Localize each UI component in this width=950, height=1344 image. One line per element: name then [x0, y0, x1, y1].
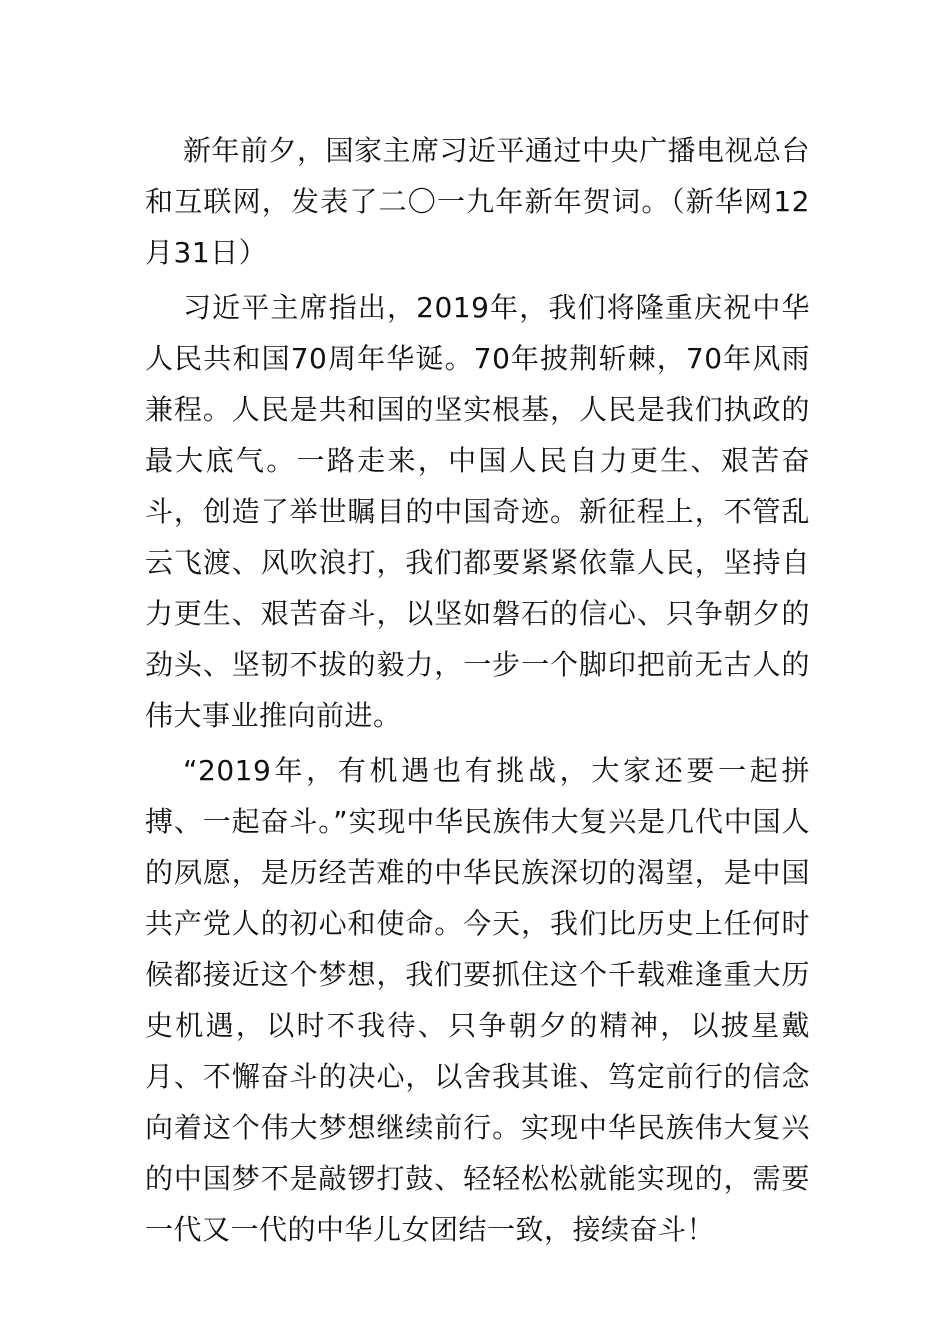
article-body: [145, 125, 810, 1259]
paragraph-2: 习近平主席指出，2019年，我们将隆重庆祝中华人民共和国70周年华诞。70年披荆斩棘，70年风雨兼程。人民是共和国的坚实根基，人民是我们执政的最大底气。一路走来，中国人民自力更生、艰苦奋斗，创造了举世瞩目的中国奇迹。新征程上，不管乱云飞渡、风吹浪打，我们都要紧紧依靠人民，坚持自力更生、艰苦奋斗，以坚如磐石的信心、只争朝夕的劲头、坚韧不拔的毅力，一步一个脚印把前无古人的伟大事业推向前进。: [145, 291, 810, 732]
paragraph-1: 新年前夕，国家主席习近平通过中央广播电视总台和互联网，发表了二〇一九年新年贺词。（新华网12月31日）: [145, 134, 811, 269]
paragraph-3: “2019年，有机遇也有挑战，大家还要一起拼搏、一起奋斗。”实现中华民族伟大复兴是几代中国人的夙愿，是历经苦难的中华民族深切的渴望，是中国共产党人的初心和使命。今天，我们比历史上任何时候都接近这个梦想，我们要抓住这个千载难逢重大历史机遇，以时不我待、只争朝夕的精神，以披星戴月、不懈奋斗的决心，以舍我其谁、笃定前行的信念向着这个伟大梦想继续前行。实现中华民族伟大复兴的中国梦不是敲锣打鼓、轻轻松松就能实现的，需要一代又一代的中华儿女团结一致，接续奋斗！: [145, 754, 810, 1246]
